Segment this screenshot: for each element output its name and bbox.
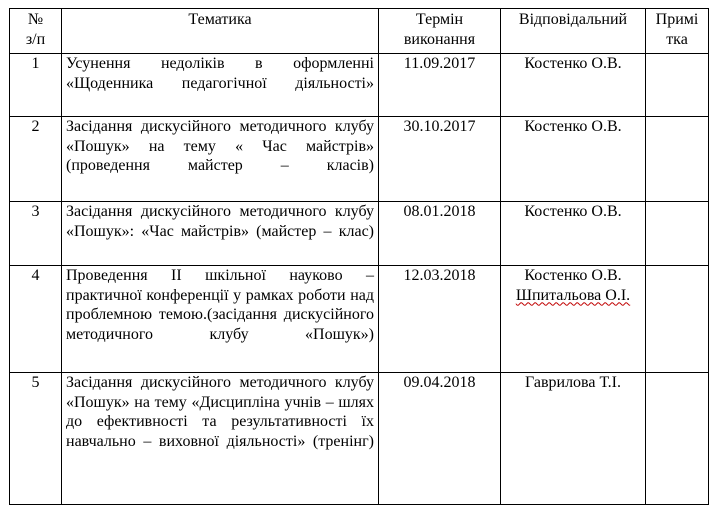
row-date: 30.10.2017: [379, 117, 501, 202]
row-responsible: [501, 373, 646, 505]
header-note-line1: Примі: [655, 11, 699, 28]
header-note: [646, 9, 709, 54]
responsible-name: Костенко О.В.: [524, 267, 622, 284]
row-topic: Засідання дискусійного методичного клубу «Пошук» на тему «Дисципліна учнів – шлях до ефективності та результативності їх навчально – виховної діяльності» (тренінг): [62, 373, 379, 505]
responsible-name: Костенко О.В.: [524, 203, 622, 220]
row-date: 09.04.2018: [379, 373, 501, 505]
header-row: [10, 9, 709, 54]
header-responsible: Відповідальний: [501, 9, 646, 54]
header-num-line2: з/п: [25, 30, 46, 48]
row-topic: Засідання дискусійного методичного клубу «Пошук» на тему « Час майстрів» (проведення майстер – класів): [62, 117, 379, 202]
row-note: [646, 117, 709, 202]
row-date: 08.01.2018: [379, 202, 501, 266]
row-date: 11.09.2017: [379, 54, 501, 117]
events-table: [9, 8, 709, 505]
row-number: 1: [10, 54, 62, 117]
row-responsible: [501, 54, 646, 117]
row-note: [646, 373, 709, 505]
row-note: [646, 54, 709, 117]
responsible-name: Костенко О.В.: [524, 118, 622, 135]
header-note-line2: тка: [666, 30, 688, 48]
row-responsible: [501, 266, 646, 373]
row-responsible: [501, 202, 646, 266]
header-term-line2: виконання: [403, 30, 476, 48]
header-term-line1: Термін: [415, 11, 464, 28]
row-topic: Засідання дискусійного методичного клубу «Пошук»: «Час майстрів» (майстер – клас): [62, 202, 379, 266]
table-row: [10, 54, 709, 117]
table-row: [10, 373, 709, 505]
header-topic: Тематика: [62, 9, 379, 54]
responsible-name: Гаврилова Т.І.: [525, 374, 621, 391]
table-row: [10, 266, 709, 373]
row-topic: Проведення ІІ шкільної науково – практичної конференції у рамках роботи над проблемною темою.(засідання дискусійного методичного клубу «Пошук»): [62, 266, 379, 373]
row-note: [646, 202, 709, 266]
table-row: [10, 117, 709, 202]
row-number: 5: [10, 373, 62, 505]
header-num: [10, 9, 62, 54]
row-responsible: [501, 117, 646, 202]
row-date: 12.03.2018: [379, 266, 501, 373]
header-num-line1: №: [27, 11, 44, 28]
spellcheck-underlined-name: Шпитальова О.І.: [515, 286, 631, 304]
table-row: [10, 202, 709, 266]
row-topic: Усунення недоліків в оформленні «Щоденника педагогічної діяльності»: [62, 54, 379, 117]
responsible-name: Костенко О.В.: [524, 55, 622, 72]
responsible-name: [505, 286, 641, 306]
row-number: 3: [10, 202, 62, 266]
row-note: [646, 266, 709, 373]
header-term: [379, 9, 501, 54]
row-number: 2: [10, 117, 62, 202]
row-number: 4: [10, 266, 62, 373]
